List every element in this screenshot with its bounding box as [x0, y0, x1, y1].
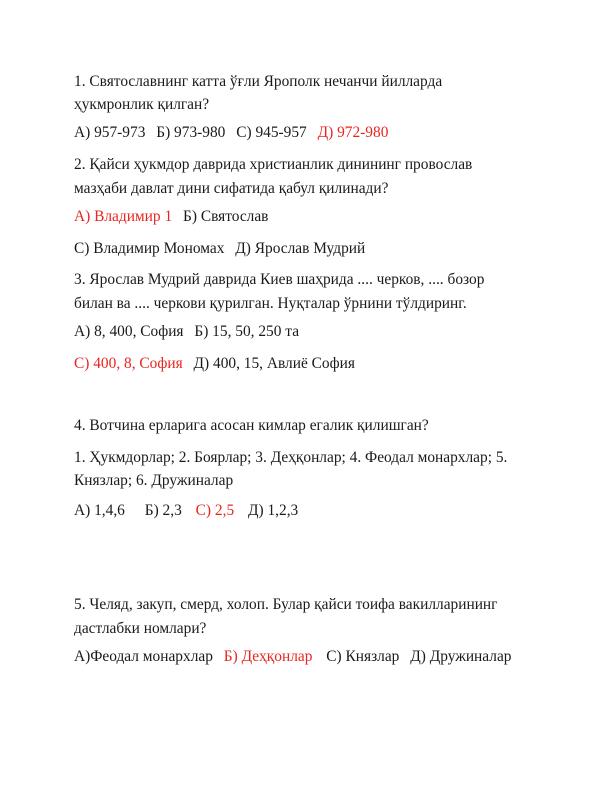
- option-a: А) 957-973: [74, 124, 146, 141]
- question-4-text-line-3: Князлар; 6. Дружиналар: [74, 472, 234, 489]
- question-4-text-line-1: 4. Вотчина ерларига асосан кимлар егалик қилишган?: [74, 417, 429, 434]
- question-2-answers-2: [74, 239, 372, 259]
- option-a-correct: А) Владимир 1: [74, 208, 173, 225]
- option-a: А)Феодал монархлар: [74, 648, 213, 665]
- question-3-answers-1: [74, 322, 306, 342]
- option-b-correct: Б) Деҳқонлар: [223, 648, 313, 665]
- question-3-text-line-1: 3. Ярослав Мудрий даврида Киев шаҳрида .... черков, .... бозор: [74, 271, 485, 288]
- option-b: Б) 15, 50, 250 та: [194, 323, 300, 340]
- question-2-answers-1: [74, 207, 275, 227]
- option-b: Б) Святослав: [183, 208, 269, 225]
- option-d: Д) 400, 15, Авлиё София: [193, 355, 355, 372]
- question-4-text-line-2: 1. Ҳукмдорлар; 2. Боярлар; 3. Деҳқонлар; 4. Феодал монархлар; 5.: [74, 449, 508, 466]
- question-1-text-line-2: ҳукмронлик қилган?: [74, 96, 210, 113]
- option-b: Б) 973-980: [156, 124, 226, 141]
- option-c: С) Владимир Мономах: [74, 240, 225, 257]
- question-5-answers: [74, 647, 518, 667]
- option-b: Б) 2,3: [144, 502, 182, 519]
- question-1-answers: [74, 123, 395, 143]
- option-c-correct: С) 2,5: [195, 502, 235, 519]
- question-5-text-line-2: дастлабки номлари?: [74, 620, 207, 637]
- question-5-text-line-1: 5. Челяд, закуп, смерд, холоп. Булар қайси тоифа вакилларининг: [74, 596, 498, 613]
- option-c: С) Князлар: [326, 648, 400, 665]
- question-3-text-line-2: билан ва .... черкови қурилган. Нуқталар ўрнини тўлдиринг.: [74, 295, 467, 312]
- question-4-answers: [74, 501, 305, 521]
- option-a: А) 1,4,6: [74, 502, 125, 519]
- option-a: А) 8, 400, София: [74, 323, 184, 340]
- question-2-text-line-1: 2. Қайси ҳукмдор даврида христианлик динининг провослав: [74, 156, 473, 173]
- option-d: Д) Дружиналар: [410, 648, 512, 665]
- option-c-correct: С) 400, 8, София: [74, 355, 183, 372]
- option-d: Д) 1,2,3: [248, 502, 299, 519]
- option-c: С) 945-957: [236, 124, 307, 141]
- question-2-text-line-2: мазҳаби давлат дини сифатида қабул қилинади?: [74, 180, 389, 197]
- option-d: Д) Ярослав Мудрий: [235, 240, 366, 257]
- question-1-text-line-1: 1. Святославнинг катта ўғли Ярополк нечанчи йилларда: [74, 73, 443, 90]
- question-3-answers-2: [74, 354, 362, 374]
- option-d-correct: Д) 972-980: [317, 124, 389, 141]
